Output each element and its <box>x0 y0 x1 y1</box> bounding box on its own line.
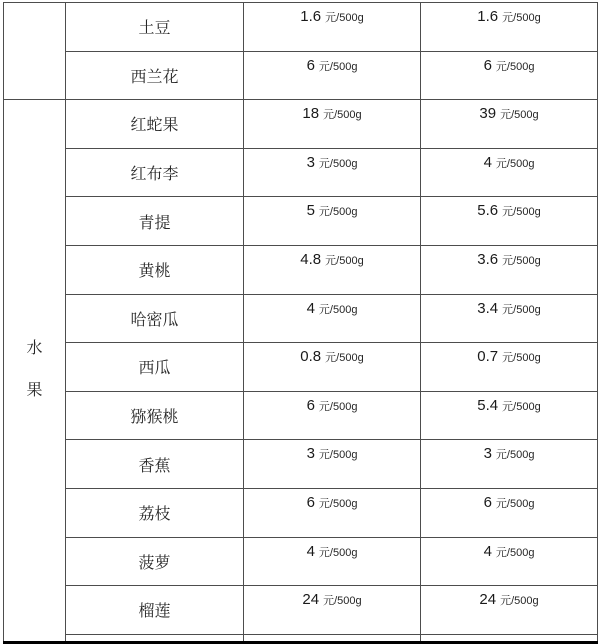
item-name: 红布李 <box>130 166 179 184</box>
item-name-cell <box>66 537 244 586</box>
price-line <box>477 348 540 365</box>
price-unit: 元/500g <box>502 254 541 267</box>
price-value: 3 <box>306 153 315 171</box>
price-value: 24 <box>302 591 320 609</box>
price-line <box>307 445 358 462</box>
price-value: 3 <box>306 445 315 463</box>
price-cell-col1 <box>244 148 421 197</box>
table-row <box>4 537 598 586</box>
price-value: 6 <box>306 56 315 74</box>
item-name-cell <box>66 3 244 52</box>
price-value: 24 <box>479 591 497 609</box>
price-unit: 元/500g <box>502 303 541 316</box>
price-line <box>302 591 361 608</box>
table-row <box>4 294 598 343</box>
item-name-cell <box>66 343 244 392</box>
price-line <box>484 494 535 511</box>
table-row <box>4 51 598 100</box>
price-value: 4 <box>483 542 492 560</box>
price-cell-col2 <box>421 391 598 440</box>
item-name: 猕猴桃 <box>130 409 179 427</box>
item-name-cell <box>66 245 244 294</box>
price-cell-col2 <box>421 148 598 197</box>
price-line <box>477 300 540 317</box>
price-line <box>479 591 538 608</box>
price-unit: 元/500g <box>325 352 364 365</box>
item-name-cell <box>66 391 244 440</box>
price-unit: 元/500g <box>325 254 364 267</box>
price-line <box>477 251 540 268</box>
price-unit: 元/500g <box>323 595 362 608</box>
price-cell-col1 <box>244 488 421 537</box>
category-label <box>4 341 65 399</box>
stub-cell <box>66 634 244 642</box>
price-unit: 元/500g <box>318 546 358 559</box>
price-cell-col1 <box>244 343 421 392</box>
price-value: 1.6 <box>477 8 499 25</box>
price-value: 4 <box>483 153 492 171</box>
price-line <box>302 105 361 122</box>
price-value: 5.6 <box>477 202 499 220</box>
item-name: 青提 <box>138 214 171 232</box>
price-value: 6 <box>483 56 492 74</box>
price-unit: 元/500g <box>318 206 358 219</box>
price-line <box>484 154 535 171</box>
item-name: 西兰花 <box>130 68 179 86</box>
price-cell-col2 <box>421 245 598 294</box>
price-unit: 元/500g <box>318 449 358 462</box>
price-line <box>307 543 358 560</box>
price-line <box>300 348 363 365</box>
table-row <box>4 3 598 52</box>
price-line <box>477 202 540 219</box>
price-value: 3.4 <box>477 299 499 317</box>
category-label-char: 水 <box>26 340 43 358</box>
price-unit: 元/500g <box>500 595 539 608</box>
price-unit: 元/500g <box>325 12 364 24</box>
price-unit: 元/500g <box>495 60 535 73</box>
price-value: 5 <box>306 202 315 220</box>
price-cell-col1 <box>244 537 421 586</box>
table-row <box>4 391 598 440</box>
price-value: 3 <box>483 445 492 463</box>
price-unit: 元/500g <box>500 109 539 122</box>
item-name: 黄桃 <box>138 263 171 281</box>
item-name: 榴莲 <box>138 603 171 621</box>
price-value: 4 <box>306 299 315 317</box>
item-name: 西瓜 <box>138 360 171 378</box>
price-line <box>300 251 363 268</box>
price-cell-col1 <box>244 440 421 489</box>
price-cell-col1 <box>244 197 421 246</box>
item-name: 红蛇果 <box>130 117 179 135</box>
price-unit: 元/500g <box>502 400 541 413</box>
table-stub-row <box>4 634 598 642</box>
price-cell-col2 <box>421 197 598 246</box>
price-value: 6 <box>483 493 492 511</box>
price-value: 3.6 <box>477 250 499 268</box>
category-label-char: 果 <box>26 382 43 400</box>
stub-cell <box>421 634 598 642</box>
price-line <box>479 105 538 122</box>
price-line <box>477 397 540 414</box>
price-value: 1.6 <box>300 8 322 25</box>
price-value: 5.4 <box>477 396 499 414</box>
price-unit: 元/500g <box>495 449 535 462</box>
price-value: 39 <box>479 105 497 123</box>
item-name: 荔枝 <box>138 506 171 524</box>
price-cell-col1 <box>244 245 421 294</box>
produce-price-table <box>3 2 598 644</box>
price-unit: 元/500g <box>495 497 535 510</box>
item-name-cell <box>66 586 244 635</box>
price-cell-col1 <box>244 3 421 52</box>
price-line <box>307 202 358 219</box>
price-line <box>307 154 358 171</box>
category-cell-empty <box>4 3 66 100</box>
table-row <box>4 488 598 537</box>
price-cell-col1 <box>244 391 421 440</box>
price-cell-col1 <box>244 51 421 100</box>
price-cell-col2 <box>421 294 598 343</box>
price-unit: 元/500g <box>502 206 541 219</box>
price-value: 4 <box>306 542 315 560</box>
price-value: 4.8 <box>300 250 322 268</box>
price-line <box>307 397 358 414</box>
item-name-cell <box>66 197 244 246</box>
price-unit: 元/500g <box>502 12 541 24</box>
price-unit: 元/500g <box>318 303 358 316</box>
price-unit: 元/500g <box>318 497 358 510</box>
item-name-cell <box>66 488 244 537</box>
price-line <box>484 445 535 462</box>
category-cell-fruit <box>4 100 66 643</box>
price-line <box>307 57 358 74</box>
price-cell-col2 <box>421 3 598 52</box>
table-row <box>4 197 598 246</box>
price-value: 18 <box>302 105 320 123</box>
price-cell-col2 <box>421 488 598 537</box>
item-name-cell <box>66 440 244 489</box>
item-name: 哈密瓜 <box>130 311 179 329</box>
price-cell-col2 <box>421 51 598 100</box>
price-cell-col2 <box>421 100 598 149</box>
price-cell-col2 <box>421 537 598 586</box>
price-unit: 元/500g <box>318 60 358 73</box>
price-value: 6 <box>306 493 315 511</box>
table-row <box>4 586 598 635</box>
price-unit: 元/500g <box>495 157 535 170</box>
table-row <box>4 343 598 392</box>
price-cell-col1 <box>244 586 421 635</box>
item-name-cell <box>66 294 244 343</box>
price-value: 0.8 <box>300 348 322 366</box>
price-line <box>477 8 540 25</box>
stub-cell <box>244 634 421 642</box>
price-value: 0.7 <box>477 348 499 366</box>
price-cell-col2 <box>421 586 598 635</box>
item-name: 香蕉 <box>138 457 171 475</box>
item-name-cell <box>66 148 244 197</box>
price-cell-col1 <box>244 294 421 343</box>
item-name-cell <box>66 100 244 149</box>
price-unit: 元/500g <box>502 352 541 365</box>
price-value: 6 <box>306 396 315 414</box>
price-unit: 元/500g <box>495 546 535 559</box>
item-name-cell <box>66 51 244 100</box>
price-cell-col2 <box>421 440 598 489</box>
table-row <box>4 245 598 294</box>
item-name: 土豆 <box>138 20 171 38</box>
price-cell-col2 <box>421 343 598 392</box>
item-name: 菠萝 <box>138 554 171 572</box>
price-line <box>484 543 535 560</box>
price-line <box>300 8 363 25</box>
price-unit: 元/500g <box>318 400 358 413</box>
price-unit: 元/500g <box>318 157 358 170</box>
price-line <box>484 57 535 74</box>
price-unit: 元/500g <box>323 109 362 122</box>
price-cell-col1 <box>244 100 421 149</box>
price-line <box>307 300 358 317</box>
price-line <box>307 494 358 511</box>
table-row <box>4 148 598 197</box>
table-row <box>4 440 598 489</box>
table-row <box>4 100 598 149</box>
